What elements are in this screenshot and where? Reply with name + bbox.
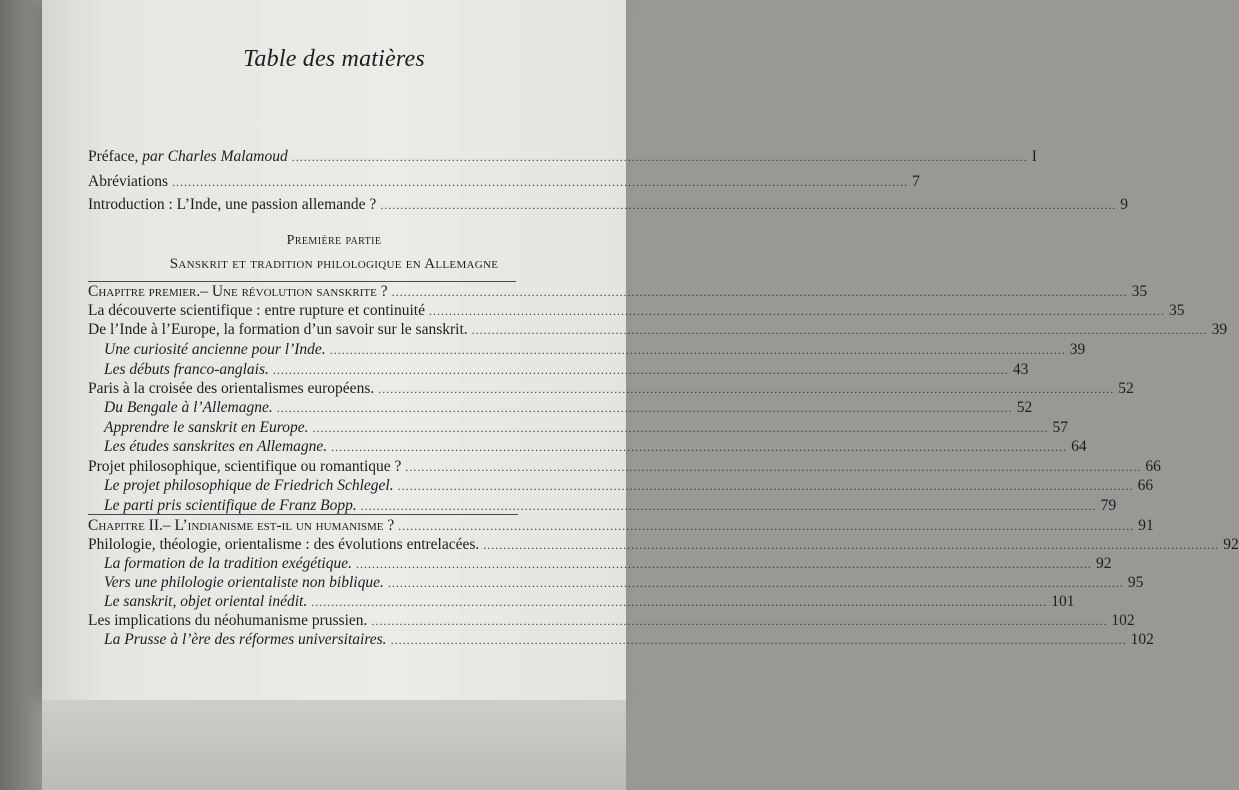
- toc-subentry[interactable]: [104, 419, 1068, 437]
- toc-subentry[interactable]: [104, 399, 1033, 417]
- toc-entry-label: Du Bengale à l’Allemagne.: [104, 399, 273, 416]
- dot-leader: ........................................................................................................................................................................................: [272, 363, 1009, 377]
- toc-page-number: 39: [1069, 341, 1086, 358]
- toc-page-number: 102: [1130, 631, 1154, 648]
- toc-subentry[interactable]: [104, 341, 1086, 359]
- toc-entry[interactable]: [88, 536, 1239, 554]
- dot-leader: ........................................................................................................................................................................................: [380, 198, 1117, 212]
- toc-page-number: 43: [1012, 361, 1029, 378]
- dot-leader: ........................................................................................................................................................................................: [405, 460, 1142, 474]
- toc-entry-label: Préface, par Charles Malamoud: [88, 148, 288, 165]
- dot-leader: ........................................................................................................................................................................................: [483, 538, 1220, 552]
- toc-page-number: 35: [1131, 283, 1148, 300]
- dot-leader: ........................................................................................................................................................................................: [378, 382, 1115, 396]
- dot-leader: ........................................................................................................................................................................................: [397, 479, 1134, 493]
- toc-entry-label: Philologie, théologie, orientalisme : des évolutions entrelacées.: [88, 536, 480, 553]
- dot-leader: ........................................................................................................................................................................................: [390, 633, 1127, 647]
- toc-page-number: 91: [1138, 517, 1154, 534]
- toc-entry-label: Vers une philologie orientaliste non biblique.: [104, 574, 384, 591]
- toc-page-number: 92: [1095, 555, 1112, 572]
- toc-subentry[interactable]: [104, 497, 1117, 515]
- dot-leader: ........................................................................................................................................................................................: [387, 576, 1124, 590]
- toc-page-number: 52: [1118, 380, 1134, 397]
- dot-leader: ........................................................................................................................................................................................: [311, 595, 1048, 609]
- toc-entry-label: Les implications du néohumanisme prussien.: [88, 612, 368, 629]
- dot-leader: ........................................................................................................................................................................................: [471, 323, 1208, 337]
- page-edge-bottom: [42, 700, 626, 790]
- toc-entry-label: Paris à la croisée des orientalismes européens.: [88, 380, 375, 397]
- dot-leader: ........................................................................................................................................................................................: [355, 557, 1092, 571]
- toc-chapter-1[interactable]: [88, 283, 1148, 301]
- toc-subentry[interactable]: [104, 361, 1029, 379]
- toc-entry-label: De l’Inde à l’Europe, la formation d’un savoir sur le sanskrit.: [88, 321, 468, 338]
- toc-page-number: 7: [912, 173, 920, 190]
- toc-page-number: 102: [1111, 612, 1135, 629]
- toc-page-number: 39: [1211, 321, 1228, 338]
- toc-chapter-label: Chapitre premier.– Une révolution sanskrite ?: [88, 283, 388, 300]
- toc-entry-label: Le projet philosophique de Friedrich Schlegel.: [104, 477, 394, 494]
- toc-chapter-2[interactable]: [88, 517, 1154, 535]
- toc-entry-label: Abréviations: [88, 173, 169, 190]
- toc-entry-label: Introduction : L’Inde, une passion allemande ?: [88, 196, 377, 213]
- toc-page-number: 57: [1052, 419, 1068, 436]
- toc-page-number: I: [1031, 148, 1037, 165]
- toc-subentry[interactable]: [104, 574, 1144, 592]
- toc-entry-label: Le parti pris scientifique de Franz Bopp.: [104, 497, 357, 514]
- toc-page-number: 9: [1120, 196, 1128, 213]
- section-rule: [88, 281, 516, 282]
- toc-subentry[interactable]: [104, 631, 1154, 649]
- dot-leader: ........................................................................................................................................................................................: [329, 343, 1066, 357]
- dot-leader: ........................................................................................................................................................................................: [391, 285, 1128, 299]
- toc-entry-label: La Prusse à l’ère des réformes universitaires.: [104, 631, 387, 648]
- toc-entry-label: Les études sanskrites en Allemagne.: [104, 438, 328, 455]
- toc-page-number: 52: [1016, 399, 1033, 416]
- toc-page-number: 64: [1071, 438, 1087, 455]
- toc-entry-label: La découverte scientifique : entre rupture et continuité: [88, 302, 425, 319]
- toc-entry-introduction[interactable]: [88, 196, 1128, 214]
- toc-page-number: 95: [1127, 574, 1144, 591]
- toc-entry[interactable]: [88, 458, 1161, 476]
- toc-subentry[interactable]: [104, 555, 1112, 573]
- toc-page-number: 35: [1168, 302, 1185, 319]
- dot-leader: ........................................................................................................................................................................................: [371, 614, 1108, 628]
- dot-leader: ........................................................................................................................................................................................: [291, 150, 1028, 164]
- dot-leader: ........................................................................................................................................................................................: [172, 175, 909, 189]
- dot-leader: ........................................................................................................................................................................................: [331, 440, 1068, 454]
- toc-entry-label: Le sanskrit, objet oriental inédit.: [104, 593, 308, 610]
- toc-page-number: 92: [1223, 536, 1239, 553]
- toc-entry[interactable]: [88, 612, 1135, 630]
- toc-entry-label: Une curiosité ancienne pour l’Inde.: [104, 341, 326, 358]
- toc-entry[interactable]: [88, 380, 1134, 398]
- toc-page-number: 101: [1051, 593, 1075, 610]
- toc-subentry[interactable]: [104, 477, 1154, 495]
- toc-entry[interactable]: [88, 302, 1185, 320]
- toc-entry-abbreviations[interactable]: [88, 173, 920, 191]
- dot-leader: ........................................................................................................................................................................................: [276, 401, 1013, 415]
- toc-entry-label: La formation de la tradition exégétique.: [104, 555, 352, 572]
- toc-entry-label: Projet philosophique, scientifique ou romantique ?: [88, 458, 402, 475]
- toc-page-number: 66: [1137, 477, 1154, 494]
- dot-leader: ........................................................................................................................................................................................: [312, 421, 1049, 435]
- dot-leader: ........................................................................................................................................................................................: [398, 519, 1135, 533]
- toc-entry-preface[interactable]: [88, 148, 1037, 166]
- section-rule: [88, 514, 518, 515]
- toc-chapter-label: Chapitre II.– L’indianisme est-il un humanisme ?: [88, 517, 395, 534]
- toc-subentry[interactable]: [104, 593, 1075, 611]
- toc-entry-label: Apprendre le sanskrit en Europe.: [104, 419, 309, 436]
- toc-page-number: 66: [1145, 458, 1161, 475]
- part-label: Première partie: [286, 233, 382, 248]
- part-title: Sanskrit et tradition philologique en Allemagne: [169, 256, 499, 272]
- dot-leader: ........................................................................................................................................................................................: [360, 499, 1097, 513]
- toc-page-number: 79: [1100, 497, 1117, 514]
- dot-leader: ........................................................................................................................................................................................: [428, 304, 1165, 318]
- page-title: Table des matières: [243, 46, 425, 72]
- toc-subentry[interactable]: [104, 438, 1087, 456]
- toc-entry-label: Les débuts franco-anglais.: [104, 361, 269, 378]
- toc-entry[interactable]: [88, 321, 1228, 339]
